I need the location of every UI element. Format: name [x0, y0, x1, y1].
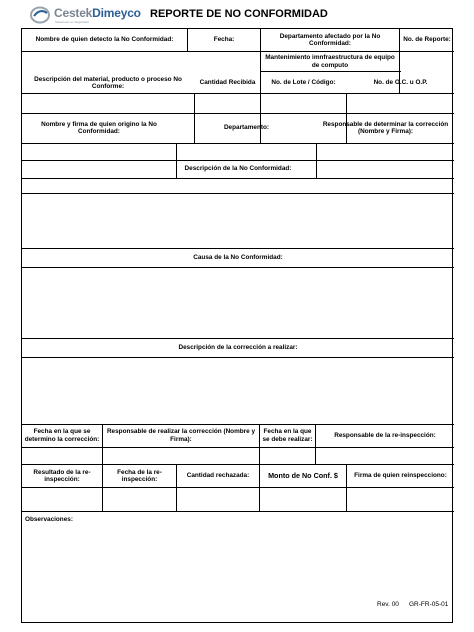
- no-oc-label: No. de O.C. u O.P.: [373, 79, 428, 87]
- descripcion-nc-label: Descripción de la No Conformidad:: [184, 165, 292, 173]
- page-title: REPORTE DE NO CONFORMIDAD: [150, 8, 328, 20]
- company-logo: [30, 4, 160, 26]
- mantenimiento-value: Mantenimiento imnfraestructura de equipo de computo: [265, 54, 395, 69]
- no-lote-label: No. de Lote / Código:: [271, 79, 336, 87]
- cantidad-recibida-label: Cantidad Recibida: [199, 79, 256, 87]
- fecha-reinspeccion-label: Fecha en la que se debe realizar:: [262, 428, 313, 443]
- firma-reinspecciono-label: Firma de quien reinspecciono:: [354, 472, 447, 480]
- cantidad-rechazada-label: Cantidad rechazada:: [186, 472, 250, 480]
- causa-nc-label: Causa de la No Conformidad:: [193, 253, 283, 261]
- descripcion-material-label: Descripción del material, producto o proceso No Conforme:: [34, 75, 182, 90]
- departamento-label: Departamento:: [223, 124, 270, 132]
- form-code-label: GR-FR-05-01: [409, 601, 449, 608]
- revision-label: Rev. 00: [377, 601, 399, 608]
- no-reporte-label: No. de Reporte:: [403, 36, 451, 44]
- responsable-realizar-label: Responsable de realizar la corrección (Nombre y Firma):: [106, 428, 256, 443]
- departamento-afectado-label: Departamento afectado por la No Conformidad:: [279, 32, 381, 47]
- descripcion-correccion-label: Descripción de la corrección a realizar:: [178, 343, 298, 351]
- fecha-determino-label: Fecha en la que se determino la corrección:: [24, 428, 100, 443]
- resultado-label: Resultado de la re-inspección:: [33, 468, 91, 483]
- responsable-reinspeccion-label: Responsable de la re-inspección:: [334, 431, 436, 439]
- logo-tagline: Soluciones en Seguridad: [55, 20, 89, 24]
- logo-name: CestekDimeyco: [54, 6, 141, 20]
- monto-label: Monto de No Conf. $: [268, 470, 338, 480]
- logo-mark-icon: [30, 6, 50, 24]
- report-form: [21, 28, 453, 623]
- fecha-re-label: Fecha de la re-inspección:: [117, 468, 162, 483]
- nombre-origino-label: Nombre y firma de quien origino la No Conformidad:: [41, 120, 157, 135]
- fecha-label: Fecha:: [213, 36, 235, 44]
- detector-label: Nombre de quien detecto la No Conformidad:: [35, 36, 174, 44]
- responsable-determinar-label: Responsable de determinar la corrección (Nombre y Firma):: [322, 120, 449, 135]
- observaciones-label: Observaciones:: [25, 516, 73, 524]
